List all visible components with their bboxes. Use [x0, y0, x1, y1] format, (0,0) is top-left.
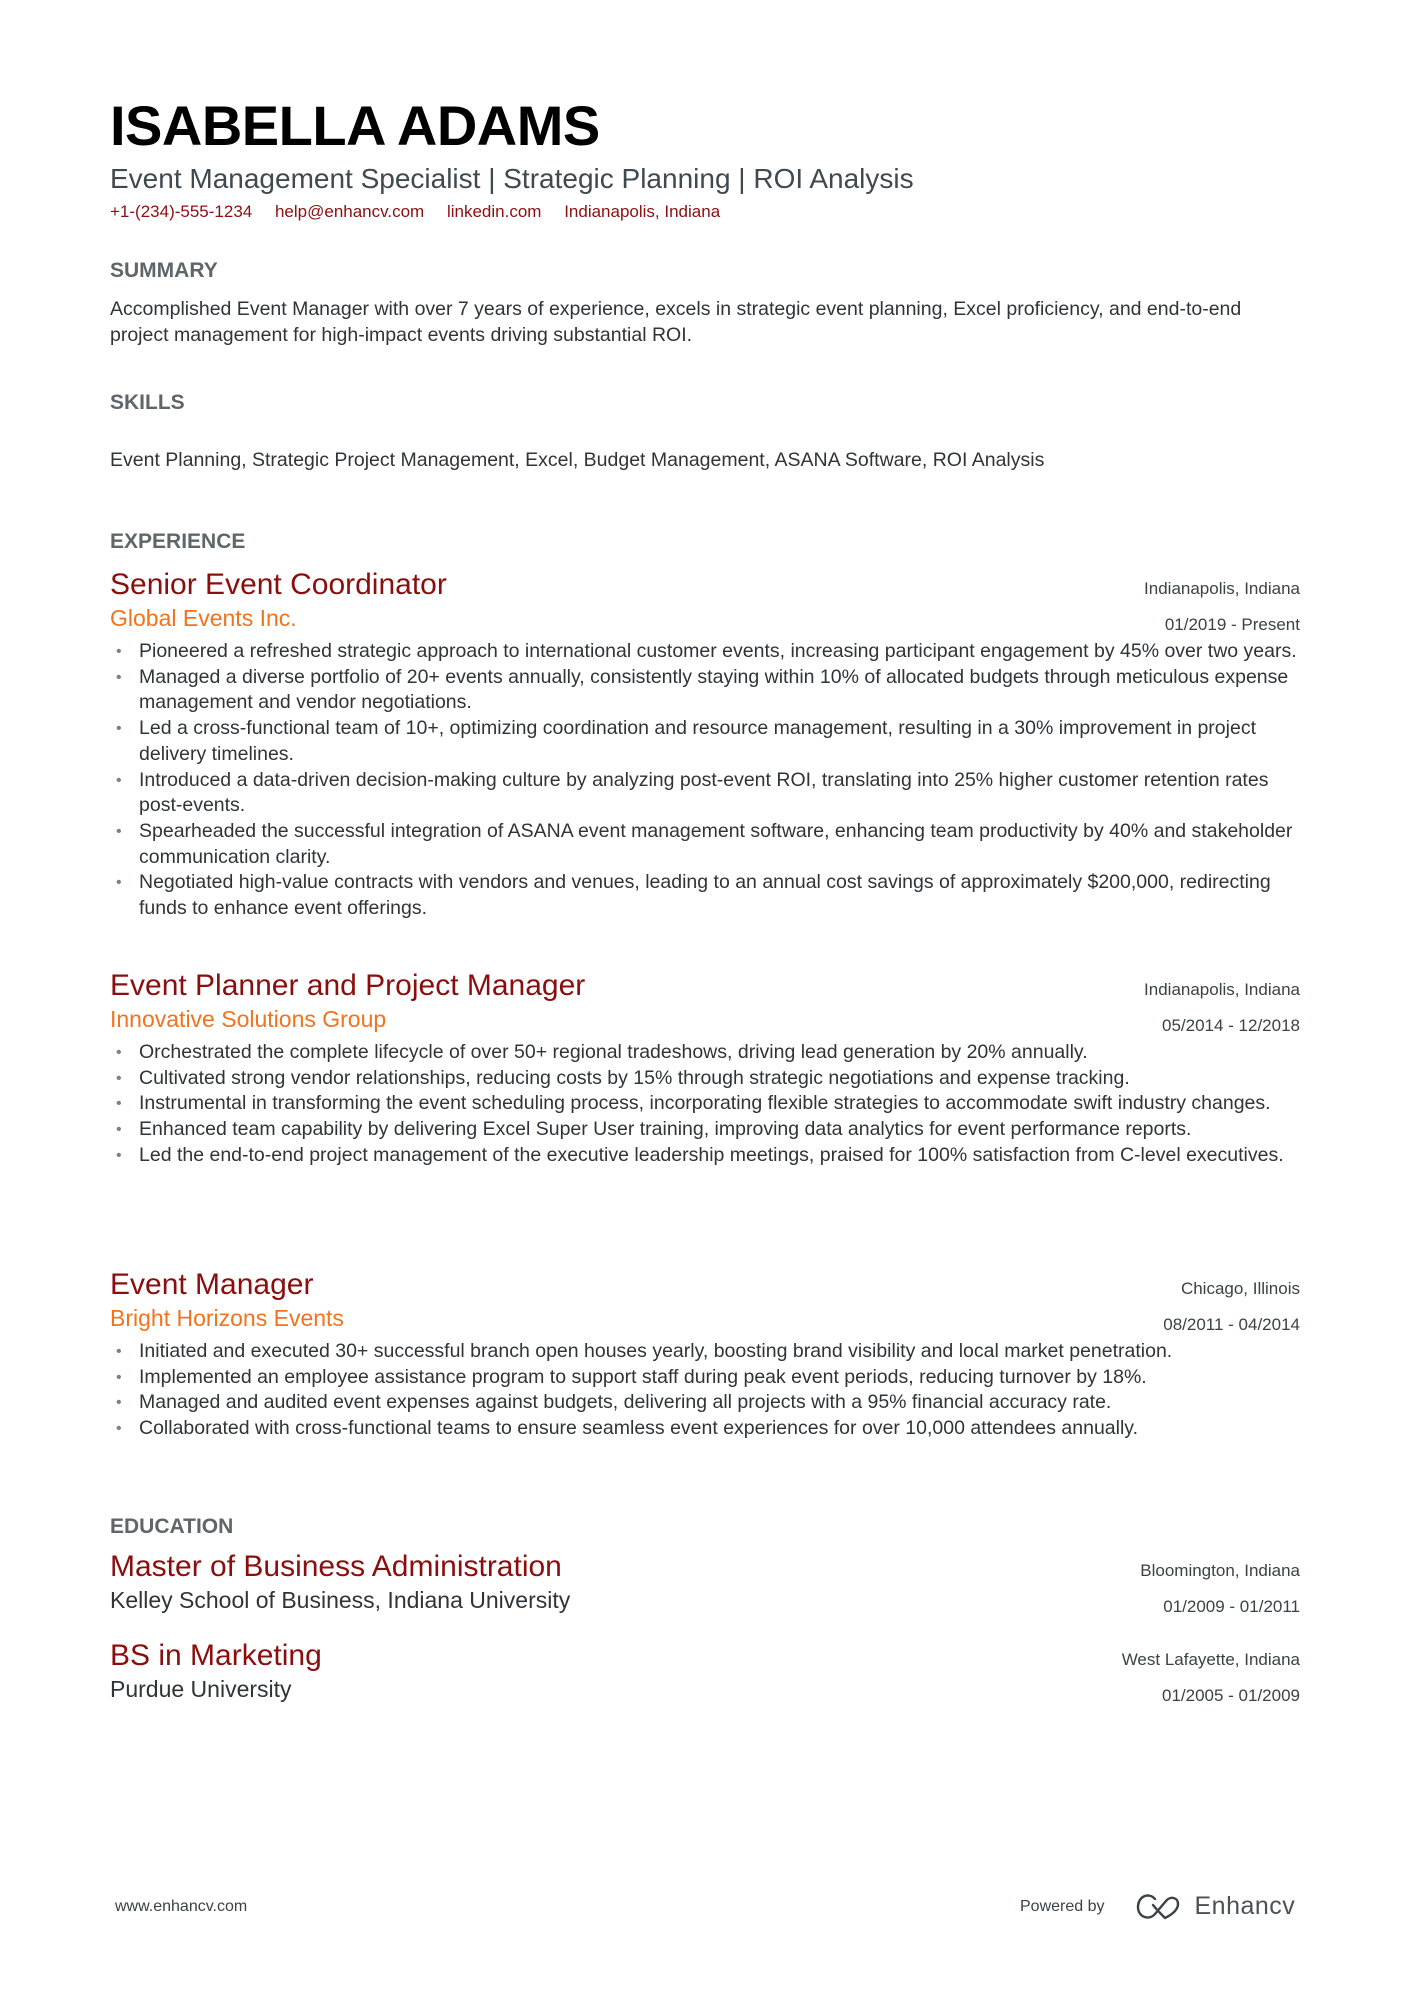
experience-entry	[110, 968, 1300, 1169]
bullet-text: Implemented an employee assistance program to support staff during peak event periods, reducing turnover by 18%.	[139, 1365, 1147, 1388]
bullet-text: Initiated and executed 30+ successful branch open houses yearly, boosting brand visibility and local market penetration.	[139, 1340, 1173, 1362]
company-name: Global Events Inc.	[110, 605, 297, 631]
bullet-text: Spearheaded the successful integration of ASANA event management software, enhancing team productivity by 40% and stakeholder communication clarity.	[139, 819, 1293, 868]
bullet-item	[110, 716, 1300, 767]
bullet-icon: •	[116, 771, 122, 789]
job-bullets	[110, 1339, 1300, 1442]
bullet-item	[110, 768, 1300, 819]
candidate-name: ISABELLA ADAMS	[110, 94, 600, 157]
candidate-headline: Event Management Specialist | Strategic Planning | ROI Analysis	[110, 163, 914, 194]
bullet-icon: •	[116, 1394, 122, 1412]
bullet-text: Collaborated with cross-functional teams to ensure seamless event experiences for over 10,000 attendees annually.	[139, 1417, 1139, 1440]
experience-heading: EXPERIENCE	[110, 530, 246, 553]
contact-linkedin[interactable]: linkedin.com	[446, 202, 542, 221]
bullet-item	[110, 1416, 1300, 1442]
job-dates: 01/2019 - Present	[1164, 615, 1300, 634]
powered-by-label: Powered by	[1020, 1897, 1105, 1915]
bullet-text: Instrumental in transforming the event scheduling process, incorporating flexible strategies to accommodate swift industry changes.	[139, 1092, 1271, 1115]
skills-text: Event Planning, Strategic Project Management, Excel, Budget Management, ASANA Software, ROI Analysis	[110, 449, 1045, 471]
bullet-text: Managed a diverse portfolio of 20+ events annually, consistently staying within 10% of allocated budgets through meticulous expense management and vendor negotiations.	[139, 665, 1289, 714]
footer-website-link[interactable]: www.enhancv.com	[115, 1898, 248, 1915]
degree-title: BS in Marketing	[110, 1639, 322, 1672]
bullet-icon: •	[116, 1343, 122, 1360]
bullet-icon: •	[116, 720, 122, 738]
bullet-icon: •	[116, 1121, 122, 1139]
bullet-item	[110, 819, 1300, 870]
bullet-text: Led the end-to-end project management of the executive leadership meetings, praised for 100% satisfaction from C-level executives.	[139, 1143, 1284, 1166]
bullet-item	[110, 665, 1300, 716]
job-title: Event Manager	[110, 1268, 314, 1301]
contact-location: Indianapolis, Indiana	[564, 202, 721, 221]
summary-heading: SUMMARY	[110, 259, 218, 282]
education-entry	[110, 1549, 1300, 1615]
contact-phone[interactable]: +1-(234)-555-1234	[110, 202, 253, 221]
footer-branding	[1020, 1892, 1295, 1921]
job-meta	[1163, 1271, 1300, 1343]
bullet-item	[110, 1066, 1300, 1092]
bullet-item	[110, 1117, 1300, 1143]
bullet-text: Pioneered a refreshed strategic approach to international customer events, increasing participant engagement by 45% over two years.	[139, 640, 1297, 662]
bullet-icon: •	[116, 874, 122, 892]
job-dates: 05/2014 - 12/2018	[1161, 1016, 1300, 1035]
education-location: West Lafayette, Indiana	[1121, 1650, 1300, 1669]
bullet-item	[110, 1390, 1300, 1416]
enhancv-brand-name: Enhancv	[1194, 1892, 1296, 1920]
bullet-icon: •	[116, 1420, 122, 1438]
education-heading: EDUCATION	[110, 1515, 234, 1538]
bullet-text: Orchestrated the complete lifecycle of over 50+ regional tradeshows, driving lead generation by 20% annually.	[139, 1041, 1088, 1063]
bullet-icon: •	[116, 1368, 122, 1386]
education-dates: 01/2005 - 01/2009	[1161, 1686, 1300, 1705]
education-dates: 01/2009 - 01/2011	[1163, 1597, 1300, 1616]
job-title: Senior Event Coordinator	[110, 568, 447, 601]
education-meta	[1122, 1642, 1300, 1714]
education-meta	[1140, 1553, 1300, 1625]
education-location: Bloomington, Indiana	[1140, 1561, 1300, 1580]
bullet-item	[110, 1040, 1300, 1066]
experience-entry	[110, 1267, 1300, 1442]
bullet-item	[110, 870, 1300, 921]
job-meta	[1144, 571, 1300, 643]
job-bullets	[110, 639, 1300, 922]
summary-text: Accomplished Event Manager with over 7 years of experience, excels in strategic event planning, Excel proficiency, and end-to-end project management for high-impact events driving substantial ROI.	[110, 298, 1242, 346]
job-title: Event Planner and Project Manager	[110, 969, 586, 1002]
bullet-icon: •	[116, 668, 122, 686]
contact-email[interactable]: help@enhancv.com	[274, 202, 425, 221]
education-entry	[110, 1638, 1300, 1704]
bullet-text: Negotiated high-value contracts with vendors and venues, leading to an annual cost savings of approximately $200,000, redirecting funds to enhance event offerings.	[139, 871, 1271, 920]
bullet-icon: •	[116, 1146, 122, 1164]
bullet-text: Introduced a data-driven decision-making culture by analyzing post-event ROI, translating into 25% higher customer retention rates post-events.	[139, 768, 1269, 817]
bullet-icon: •	[116, 822, 122, 840]
job-location: Indianapolis, Indiana	[1144, 579, 1300, 598]
bullet-item	[110, 1143, 1300, 1169]
company-name: Bright Horizons Events	[110, 1305, 344, 1331]
bullet-icon: •	[116, 1044, 122, 1061]
skills-heading: SKILLS	[110, 391, 185, 414]
enhancv-logo-icon	[1135, 1893, 1183, 1921]
bullet-icon: •	[116, 1069, 122, 1087]
bullet-item	[110, 639, 1300, 665]
bullet-item	[110, 1365, 1300, 1391]
job-bullets	[110, 1040, 1300, 1169]
job-dates: 08/2011 - 04/2014	[1163, 1315, 1300, 1334]
company-name: Innovative Solutions Group	[110, 1006, 387, 1032]
school-name: Kelley School of Business, Indiana University	[110, 1587, 571, 1613]
bullet-text: Led a cross-functional team of 10+, optimizing coordination and resource management, resulting in a 30% improvement in project delivery timelines.	[139, 717, 1256, 765]
job-location: Chicago, Illinois	[1180, 1279, 1300, 1298]
bullet-icon: •	[116, 1095, 122, 1113]
experience-entry	[110, 567, 1300, 922]
bullet-item	[110, 1091, 1300, 1117]
bullet-item	[110, 1339, 1300, 1365]
school-name: Purdue University	[110, 1676, 292, 1702]
bullet-text: Managed and audited event expenses against budgets, delivering all projects with a 95% financial accuracy rate.	[139, 1391, 1112, 1414]
job-meta	[1144, 972, 1300, 1044]
degree-title: Master of Business Administration	[110, 1550, 562, 1583]
job-location: Indianapolis, Indiana	[1144, 980, 1300, 999]
bullet-text: Cultivated strong vendor relationships, reducing costs by 15% through strategic negotiations and expense tracking.	[139, 1066, 1130, 1089]
bullet-text: Enhanced team capability by delivering Excel Super User training, improving data analytics for event performance reports.	[139, 1118, 1192, 1141]
contact-info	[110, 201, 738, 223]
bullet-icon: •	[116, 643, 122, 660]
